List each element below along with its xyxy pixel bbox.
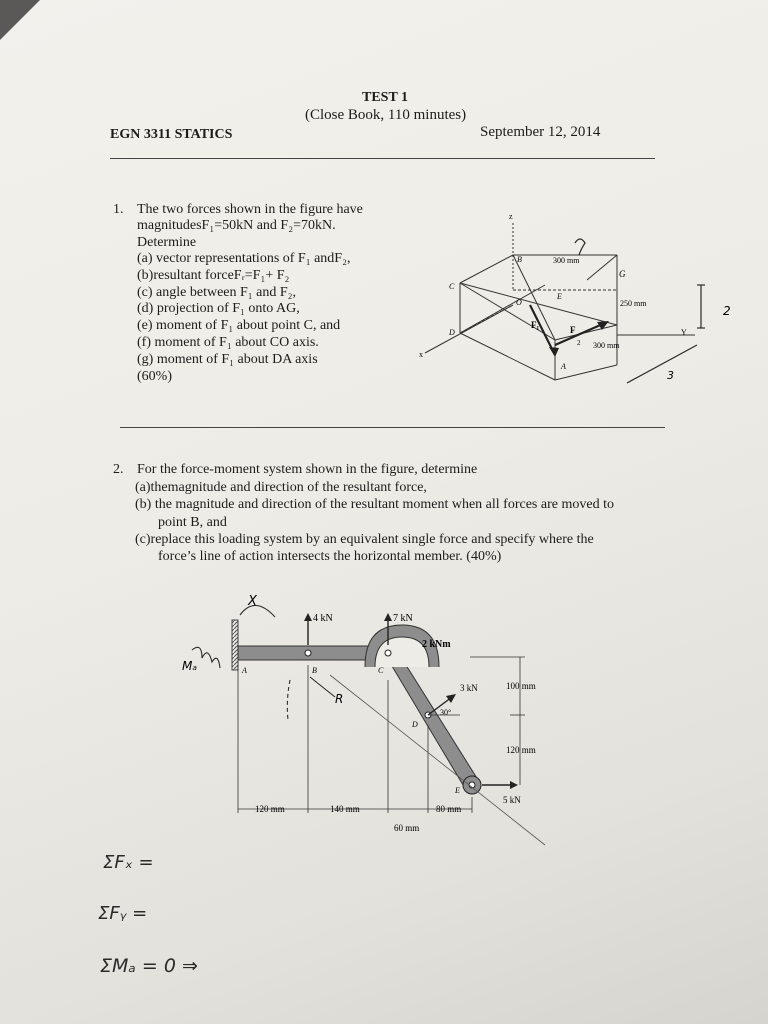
- wall-support: [232, 620, 238, 670]
- q1-handwritten-marks: [575, 239, 705, 383]
- q1-box-figure: [405, 205, 740, 405]
- label-C: C: [449, 282, 455, 291]
- q2-line-3: (b) the magnitude and direction of the resultant moment when all forces are moved to: [135, 497, 614, 512]
- point-E: E: [455, 786, 460, 795]
- load-3kN: 3 kN: [460, 683, 478, 693]
- load-7kN: 7 kN: [393, 613, 413, 624]
- q2-line-6: force’s line of action intersects the horizontal member. (40%): [158, 549, 502, 564]
- joint-C: [385, 650, 391, 656]
- q1-line-1: The two forces shown in the figure have: [137, 202, 363, 217]
- test-date: September 12, 2014: [480, 124, 601, 140]
- angle-30: 30°: [440, 708, 452, 717]
- diagonal-member: [380, 646, 480, 790]
- hand-MA: Mₐ: [182, 659, 198, 673]
- q2-line-5: (c)replace this loading system by an equivalent single force and specify where the: [135, 532, 594, 547]
- dim-60mm: 60 mm: [394, 823, 420, 833]
- hand-sum-ma: ΣMₐ = 0 ⇒: [100, 955, 198, 977]
- q1-line-11: (60%): [137, 369, 172, 384]
- q1-line-9: (f) moment of F₁ about CO axis.: [137, 335, 319, 350]
- load-5kN: 5 kN: [503, 795, 521, 805]
- hand-sum-fx: ΣFₓ =: [103, 852, 154, 873]
- point-C: C: [378, 666, 384, 675]
- label-B: B: [517, 255, 522, 264]
- q1-number: 1.: [113, 202, 124, 217]
- dim-120mm-a: 120 mm: [255, 804, 285, 814]
- header-divider: [110, 158, 655, 159]
- test-subtitle: (Close Book, 110 minutes): [305, 107, 467, 123]
- label-O: O: [516, 298, 522, 307]
- dim-80mm: 80 mm: [436, 804, 462, 814]
- dim-top: 300 mm: [553, 256, 580, 265]
- q2-number: 2.: [113, 462, 124, 477]
- hand-x: X: [248, 594, 257, 609]
- label-z: z: [509, 212, 513, 221]
- hand-two: 2: [723, 304, 731, 318]
- load-2kNm: 2 kNm: [422, 639, 451, 650]
- hand-sum-fy: ΣFᵧ =: [98, 903, 148, 924]
- label-y: Y: [681, 328, 687, 337]
- label-F1: F₁: [531, 320, 540, 330]
- point-A: A: [242, 666, 247, 675]
- label-x: x: [419, 350, 423, 359]
- label-A: A: [561, 362, 566, 371]
- dim-100mm: 100 mm: [506, 681, 536, 691]
- point-D: D: [412, 720, 418, 729]
- dim-140mm: 140 mm: [330, 804, 360, 814]
- label-E: E: [557, 292, 562, 301]
- q2-line-2: (a)themagnitude and direction of the resultant force,: [135, 480, 427, 495]
- q1-line-6: (c) angle between F₁ and F₂,: [137, 285, 297, 300]
- joint-B: [305, 650, 311, 656]
- dim-bottom: 300 mm: [593, 341, 620, 350]
- point-B: B: [312, 666, 317, 675]
- q1-divider: [120, 427, 665, 428]
- q2-line-4: point B, and: [158, 515, 227, 530]
- q1-line-3: Determine: [137, 235, 197, 250]
- label-F2-subscript: 2: [577, 339, 581, 347]
- hand-R: R: [335, 692, 344, 706]
- hand-three: 3: [667, 369, 674, 382]
- q1-line-7: (d) projection of F₁ onto AG,: [137, 301, 300, 316]
- q1-line-10: (g) moment of F₁ about DA axis: [137, 352, 318, 367]
- test-title: TEST 1: [362, 90, 409, 105]
- q2-line-1: For the force-moment system shown in the figure, determine: [137, 462, 478, 477]
- dim-120mm-b: 120 mm: [506, 745, 536, 755]
- label-G: G: [619, 269, 626, 279]
- page-fold: [0, 0, 40, 40]
- course-name: EGN 3311 STATICS: [110, 127, 233, 142]
- label-D: D: [449, 328, 455, 337]
- q1-line-4: (a) vector representations of F₁ andF₂,: [137, 251, 351, 266]
- load-4kN: 4 kN: [313, 613, 333, 624]
- q1-line-5: (b)resultant forceFᵣ=F₁+ F₂: [137, 268, 290, 283]
- q1-line-8: (e) moment of F₁ about point C, and: [137, 318, 341, 333]
- q2-frame-figure: [170, 585, 560, 850]
- label-F2: F: [570, 325, 576, 335]
- dim-right: 250 mm: [620, 299, 647, 308]
- q1-line-2: magnitudesF₁=50kN and F₂=70kN.: [137, 218, 336, 233]
